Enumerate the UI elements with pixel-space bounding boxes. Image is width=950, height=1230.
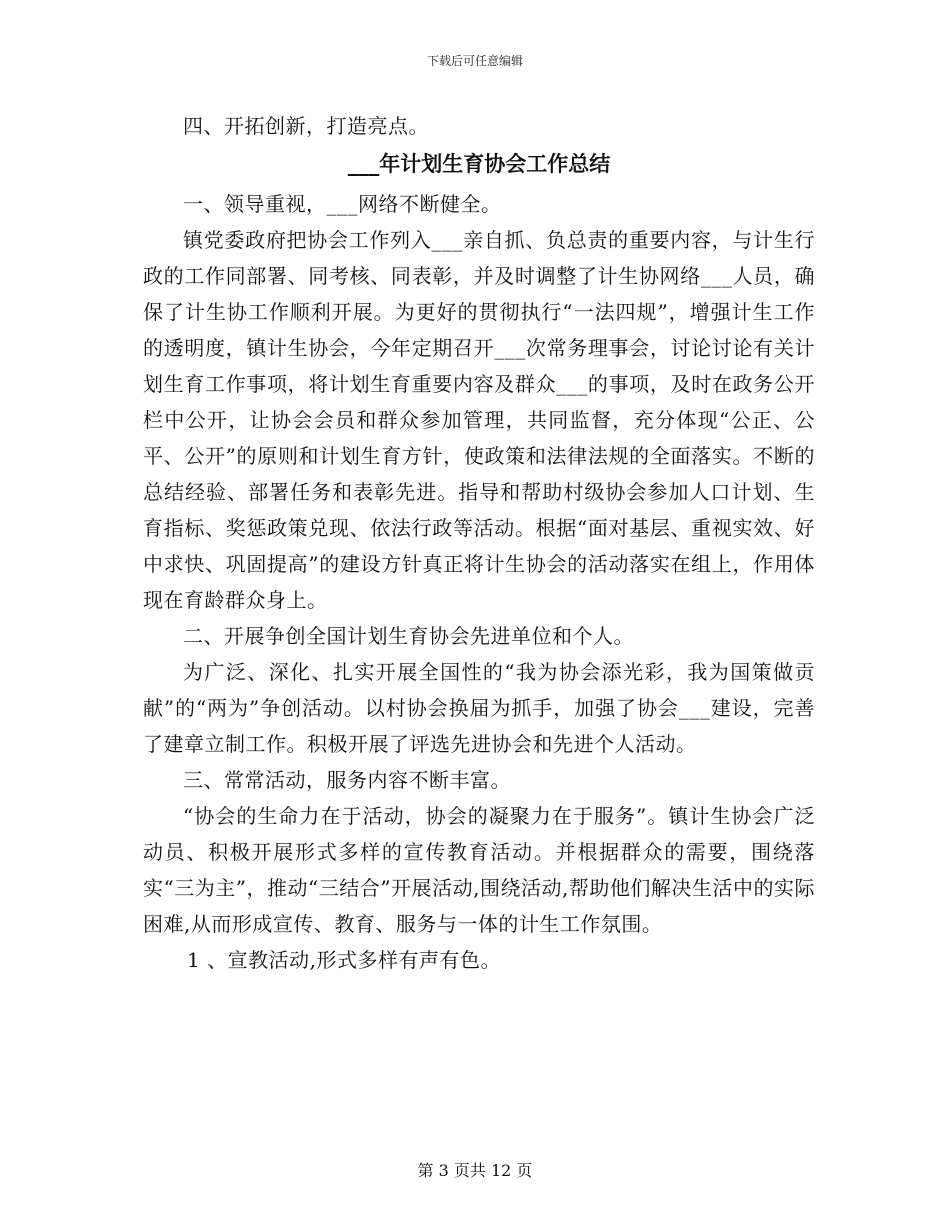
- document-title: ___年计划生育协会工作总结: [347, 151, 611, 176]
- section3-paragraph: “协会的生命力在于活动，协会的凝聚力在于服务”。镇计生协会广泛动员、积极开展形式多样的宣传教育活动。并根据群众的需要，围绕落实“三为主”，推动“三结合”开展活动,围绕活动,帮助他们解决生活中的实际困难,从而形成宣传、教育、服务与一体的计生工作氛围。: [143, 804, 815, 936]
- list-item-1: 1 、宣教活动,形式多样有声有色。: [187, 948, 501, 972]
- section3-heading: 三、常常活动，服务内容不断丰富。: [183, 768, 511, 792]
- document-body: [143, 108, 815, 978]
- page-number: 第 3 页共 12 页: [417, 1161, 533, 1180]
- intro-heading: 四、开拓创新，打造亮点。: [183, 114, 429, 138]
- section1-heading: 一、领导重视，___网络不断健全。: [183, 192, 502, 216]
- section2-heading: 二、开展争创全国计划生育协会先进单位和个人。: [183, 624, 634, 648]
- section1-paragraph: 镇党委政府把协会工作列入___亲自抓、负总责的重要内容，与计生行政的工作同部署、同考核、同表彰，并及时调整了计生协网络___人员，确保了计生协工作顺利开展。为更好的贯彻执行“一法四规”，增强计生工作的透明度，镇计生协会，今年定期召开___次常务理事会，讨论讨论有关计划生育工作事项，将计划生育重要内容及群众___的事项，及时在政务公开栏中公开，让协会会员和群众参加管理，共同监督，充分体现“公正、公平、公开”的原则和计划生育方针，使政策和法律法规的全面落实。不断的总结经验、部署任务和表彰先进。指导和帮助村级协会参加人口计划、生育指标、奖惩政策兑现、依法行政等活动。根据“面对基层、重视实效、好中求快、巩固提高”的建设方针真正将计生协会的活动落实在组上，作用体现在育龄群众身上。: [143, 228, 815, 612]
- section2-paragraph: 为广泛、深化、扎实开展全国性的“我为协会添光彩，我为国策做贡献”的“两为”争创活动。以村协会换届为抓手，加强了协会___建设，完善了建章立制工作。积极开展了评选先进协会和先进个人活动。: [143, 660, 815, 756]
- header-note: 下载后可任意编辑: [426, 54, 523, 68]
